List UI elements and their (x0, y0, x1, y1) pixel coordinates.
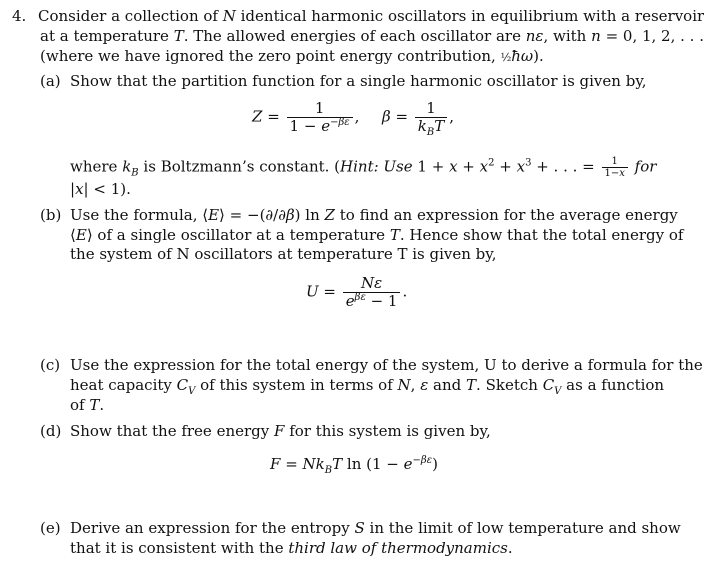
part-a-where-line-2: |x| < 1). (70, 180, 131, 198)
part-a-label: (a) (40, 72, 61, 90)
part-b-line-3: the system of N oscillators at temperature T is given by, (70, 245, 497, 263)
part-a-text: Show that the partition function for a single harmonic oscillator is given by, (70, 72, 647, 90)
intro-line-3: (where we have ignored the zero point energy contribution, ½ħω). (40, 47, 544, 65)
part-b-line-2: ⟨E⟩ of a single oscillator at a temperature T. Hence show that the total energy of (70, 226, 684, 244)
part-c-line-3: of T. (70, 396, 105, 414)
intro-line-1: Consider a collection of N identical harmonic oscillators in equilibrium with a reservoir (38, 7, 704, 25)
u-numerator: Nε (361, 274, 383, 292)
intro-line-2: at a temperature T. The allowed energies of each oscillator are nε, with n = 0, 1, 2, . . . (40, 27, 704, 45)
part-e-label: (e) (40, 519, 61, 537)
part-b-line-1: Use the formula, ⟨E⟩ = −(∂/∂β) ln Z to find an expression for the average energy (70, 206, 678, 224)
beta-equation: β = $\frac{1}{k_BT}$ , (382, 99, 455, 138)
u-denominator: $e^{\beta\varepsilon} - 1$ (343, 292, 401, 310)
part-e-line-2: that it is consistent with the third law of thermodynamics. (70, 539, 513, 557)
part-d-text: Show that the free energy F for this system is given by, (70, 422, 491, 440)
part-c-line-2: heat capacity $C_V$ of this system in terms of N, ε and T. Sketch $C_V$ as a function (70, 376, 665, 397)
z-denominator: $1 - e^{-\beta\varepsilon}$ (287, 117, 353, 135)
total-energy-equation: U = $\frac{N\varepsilon}{e^{\beta\varepsilon} - 1}$ . (306, 274, 408, 310)
part-e-line-1: Derive an expression for the entropy S in the limit of low temperature and show (70, 519, 681, 537)
part-c-line-1: Use the expression for the total energy of the system, U to derive a formula for the (70, 356, 703, 374)
part-b-label: (b) (40, 206, 62, 224)
part-a-where-line-1: where $k_B$ is Boltzmann’s constant. (Hint: Use $1 + x + x^2 + x^3$ + . . . = $\frac{1}{1-x}$ for (70, 156, 657, 179)
beta-numerator: 1 (426, 99, 436, 117)
problem-number: 4. (12, 7, 27, 25)
partition-function-equation: Z = $\frac{1}{1 - e^{-\beta\varepsilon}}$ , (252, 99, 360, 135)
beta-denominator: $k_BT$ (415, 117, 447, 135)
part-c-label: (c) (40, 356, 61, 374)
free-energy-equation: $F = Nk_BT$ $\ln (1 - e^{-\beta\varepsilon})$ (270, 455, 438, 476)
z-numerator: 1 (314, 99, 325, 117)
part-d-label: (d) (40, 422, 62, 440)
